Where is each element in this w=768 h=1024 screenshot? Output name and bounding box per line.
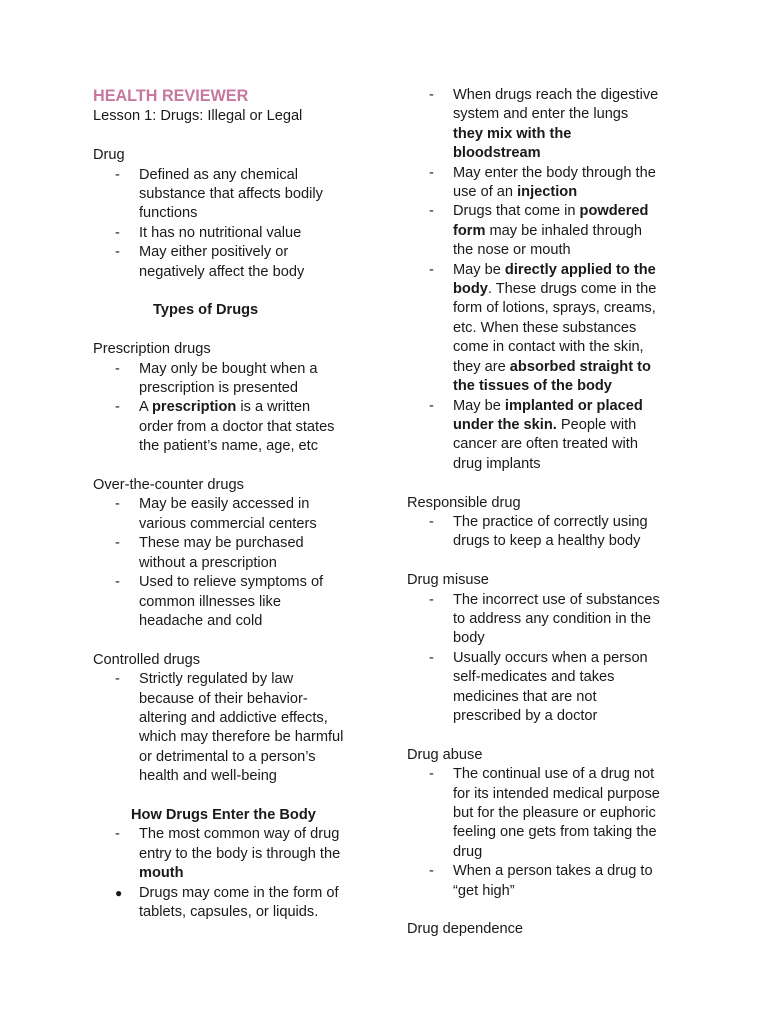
list-item: - Usually occurs when a person self-medicates and takes medicines that are not prescribed by a doctor bbox=[429, 649, 648, 724]
list-item: - The practice of correctly using drugs to keep a healthy body bbox=[429, 513, 648, 550]
dash-marker: - bbox=[115, 826, 120, 843]
list-item: - When drugs reach the digestive system and enter the lungs they mix with the bloodstream bbox=[429, 87, 659, 162]
dash-marker: - bbox=[429, 261, 434, 278]
list-item: - Used to relieve symptoms of common illnesses like headache and cold bbox=[115, 574, 324, 629]
dash-marker: - bbox=[115, 671, 120, 688]
dash-marker: - bbox=[115, 360, 120, 377]
dash-marker: - bbox=[429, 863, 434, 880]
list-item: - May only be bought when a prescription is presented bbox=[115, 360, 318, 397]
term-drug: Drug bbox=[93, 147, 125, 164]
section-heading-types: Types of Drugs bbox=[153, 302, 259, 319]
list-item: - May be easily accessed in various commercial centers bbox=[115, 496, 317, 532]
list-item: - May be directly applied to the body. These drugs come in the form of lotions, sprays, creams, etc. When these substances come in contact with the skin, they are absorbed straight to the tissues of the body bbox=[429, 261, 657, 395]
list-item: - Defined as any chemical substance that affects bodily functions bbox=[115, 166, 323, 222]
section-heading-how-drugs-enter: How Drugs Enter the Body bbox=[131, 806, 316, 823]
dash-marker: - bbox=[429, 87, 434, 103]
dash-marker: - bbox=[115, 535, 120, 552]
dash-marker: - bbox=[115, 244, 120, 261]
term-drug-misuse: Drug misuse bbox=[407, 572, 489, 589]
left-column bbox=[93, 86, 373, 922]
dash-marker: - bbox=[115, 166, 120, 183]
list-item: - May be implanted or placed under the skin. People with cancer are often treated with drug implants bbox=[429, 397, 643, 472]
list-item: - Strictly regulated by law because of their behavior- altering and addictive effects, which may therefore be harmful or detrimental to a person’s health and well-being bbox=[115, 671, 344, 785]
list-item: - It has no nutritional value bbox=[93, 224, 373, 243]
dash-marker: - bbox=[429, 203, 434, 220]
dash-marker: - bbox=[429, 164, 434, 181]
lesson-title: Lesson 1: Drugs: Illegal or Legal bbox=[93, 108, 303, 125]
term-otc-drugs: Over-the-counter drugs bbox=[93, 477, 244, 494]
list-item: - These may be purchased without a prescription bbox=[115, 535, 304, 571]
dash-marker: - bbox=[429, 591, 434, 608]
dash-marker: - bbox=[115, 224, 120, 241]
term-drug-dependence: Drug dependence bbox=[407, 921, 524, 938]
list-item: - May either positively or negatively affect the body bbox=[115, 244, 305, 280]
list-item: ● Drugs may come in the form of tablets, capsules, or liquids. bbox=[115, 884, 339, 920]
list-item: - A prescription is a written order from a doctor that states the patient’s name, age, etc bbox=[115, 399, 335, 455]
term-prescription-drugs: Prescription drugs bbox=[93, 341, 211, 358]
term-controlled-drugs: Controlled drugs bbox=[93, 651, 201, 668]
dash-marker: - bbox=[115, 574, 120, 591]
dash-marker: - bbox=[115, 399, 120, 416]
dash-marker: - bbox=[429, 766, 434, 783]
term-drug-abuse: Drug abuse bbox=[407, 746, 483, 763]
dash-marker: - bbox=[429, 397, 434, 414]
list-item: - The most common way of drug entry to the body is through the mouth bbox=[115, 826, 341, 882]
dash-marker: - bbox=[115, 496, 120, 513]
list-item: - When a person takes a drug to “get high” bbox=[429, 863, 653, 899]
list-item: - The continual use of a drug not for its intended medical purpose but for the pleasure or euphoric feeling one gets from taking the drug bbox=[429, 766, 660, 860]
list-item: - Drugs that come in powdered form may be inhaled through the nose or mouth bbox=[429, 203, 649, 259]
term-responsible-drug: Responsible drug bbox=[407, 494, 521, 511]
list-item: - May enter the body through the use of an injection bbox=[429, 164, 656, 201]
document-title: HEALTH REVIEWER bbox=[93, 87, 249, 105]
dash-marker: - bbox=[429, 649, 434, 666]
right-column bbox=[407, 86, 677, 940]
dash-marker: - bbox=[429, 513, 434, 530]
bullet-marker: ● bbox=[115, 885, 123, 900]
list-item: - The incorrect use of substances to address any condition in the body bbox=[429, 591, 660, 647]
